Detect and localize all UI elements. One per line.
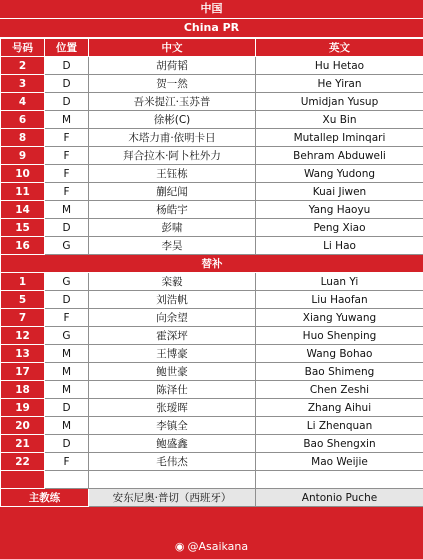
subs-header-section [1,255,423,273]
player-position: F [45,129,89,147]
player-row [1,111,423,129]
player-row [1,399,423,417]
player-position: M [45,417,89,435]
player-name-english: Kuai Jiwen [256,183,423,201]
player-name-english: Peng Xiao [256,219,423,237]
player-row [1,435,423,453]
player-row [1,75,423,93]
player-row [1,57,423,75]
header-chinese: 中文 [89,39,256,57]
player-row [1,291,423,309]
header-row [1,39,423,57]
player-name-chinese: 杨皓宇 [89,201,256,219]
player-position: F [45,147,89,165]
player-name-chinese: 霍深坪 [89,327,256,345]
player-position: G [45,237,89,255]
player-row [1,327,423,345]
player-position: F [45,309,89,327]
player-position: M [45,111,89,129]
blank-row [1,471,423,489]
roster-table [0,38,423,507]
player-name-english: Chen Zeshi [256,381,423,399]
player-position: M [45,363,89,381]
player-row [1,309,423,327]
coach-name-english: Antonio Puche [256,489,423,507]
player-number: 6 [1,111,45,129]
header-number: 号码 [1,39,45,57]
page-title: 中国 [0,0,423,19]
coach-row [1,489,423,507]
player-name-english: Mao Weijie [256,453,423,471]
player-number: 21 [1,435,45,453]
player-number: 7 [1,309,45,327]
player-name-english: Yang Haoyu [256,201,423,219]
player-position: M [45,345,89,363]
page-subtitle: China PR [0,19,423,38]
header-position: 位置 [45,39,89,57]
player-name-chinese: 陈泽仕 [89,381,256,399]
player-name-english: Mutallep Iminqari [256,129,423,147]
player-position: G [45,273,89,291]
player-position: G [45,327,89,345]
player-name-chinese: 蒯纪闻 [89,183,256,201]
player-number: 9 [1,147,45,165]
player-name-chinese: 徐彬(C) [89,111,256,129]
player-position: F [45,453,89,471]
player-name-english: Liu Haofan [256,291,423,309]
subs-section [1,273,423,471]
player-position: D [45,57,89,75]
player-row [1,345,423,363]
player-number: 3 [1,75,45,93]
blank-cell [256,471,423,489]
player-row [1,129,423,147]
player-name-chinese: 胡荷韬 [89,57,256,75]
player-position: D [45,435,89,453]
subs-header-row [1,255,423,273]
player-row [1,183,423,201]
player-position: F [45,183,89,201]
player-name-chinese: 张瑷晖 [89,399,256,417]
player-position: M [45,201,89,219]
player-row [1,201,423,219]
player-number: 11 [1,183,45,201]
coach-name-chinese: 安东尼奥·普切（西班牙） [89,489,256,507]
player-name-chinese: 王博豪 [89,345,256,363]
player-name-english: Zhang Aihui [256,399,423,417]
player-name-english: Xiang Yuwang [256,309,423,327]
player-number: 1 [1,273,45,291]
player-row [1,165,423,183]
player-position: M [45,381,89,399]
player-name-chinese: 贺一然 [89,75,256,93]
player-number: 18 [1,381,45,399]
footer-section [1,471,423,507]
player-row [1,219,423,237]
player-number: 22 [1,453,45,471]
player-row [1,237,423,255]
player-name-english: Behram Abduweli [256,147,423,165]
player-name-english: Bao Shengxin [256,435,423,453]
player-row [1,417,423,435]
blank-cell [1,471,45,489]
player-name-english: Li Hao [256,237,423,255]
player-name-english: Xu Bin [256,111,423,129]
player-number: 2 [1,57,45,75]
player-name-chinese: 栾毅 [89,273,256,291]
watermark [0,540,423,553]
player-name-chinese: 彭啸 [89,219,256,237]
player-name-chinese: 王钰栋 [89,165,256,183]
player-name-chinese: 鲍世豪 [89,363,256,381]
player-row [1,93,423,111]
player-row [1,453,423,471]
player-name-chinese: 拜合拉木·阿卜杜外力 [89,147,256,165]
player-row [1,147,423,165]
player-position: D [45,399,89,417]
player-position: D [45,219,89,237]
blank-cell [45,471,89,489]
player-position: D [45,93,89,111]
player-name-english: Wang Yudong [256,165,423,183]
player-name-english: Wang Bohao [256,345,423,363]
player-name-english: Huo Shenping [256,327,423,345]
player-number: 14 [1,201,45,219]
player-name-chinese: 毛伟杰 [89,453,256,471]
player-number: 19 [1,399,45,417]
player-name-chinese: 木塔力甫·依明卡日 [89,129,256,147]
player-name-english: Umidjan Yusup [256,93,423,111]
player-number: 13 [1,345,45,363]
player-row [1,363,423,381]
player-row [1,273,423,291]
player-name-english: Li Zhenquan [256,417,423,435]
player-number: 16 [1,237,45,255]
player-number: 4 [1,93,45,111]
player-number: 10 [1,165,45,183]
player-number: 8 [1,129,45,147]
starters-section [1,57,423,255]
player-position: D [45,75,89,93]
player-number: 5 [1,291,45,309]
coach-label: 主教练 [1,489,89,507]
player-number: 15 [1,219,45,237]
player-name-chinese: 李镇全 [89,417,256,435]
player-number: 17 [1,363,45,381]
player-number: 20 [1,417,45,435]
player-name-chinese: 刘浩帆 [89,291,256,309]
player-name-chinese: 鲍盛鑫 [89,435,256,453]
watermark-text: @Asaikana [187,540,249,553]
player-number: 12 [1,327,45,345]
player-row [1,381,423,399]
player-name-english: Hu Hetao [256,57,423,75]
player-name-english: Luan Yi [256,273,423,291]
player-name-chinese: 吾米提江·玉苏普 [89,93,256,111]
player-name-chinese: 李昊 [89,237,256,255]
header-english: 英文 [256,39,423,57]
player-name-english: He Yiran [256,75,423,93]
player-name-english: Bao Shimeng [256,363,423,381]
player-position: F [45,165,89,183]
blank-cell [89,471,256,489]
subs-label: 替补 [1,255,423,273]
player-name-chinese: 向余望 [89,309,256,327]
weibo-icon: ◉ [174,540,185,553]
player-position: D [45,291,89,309]
